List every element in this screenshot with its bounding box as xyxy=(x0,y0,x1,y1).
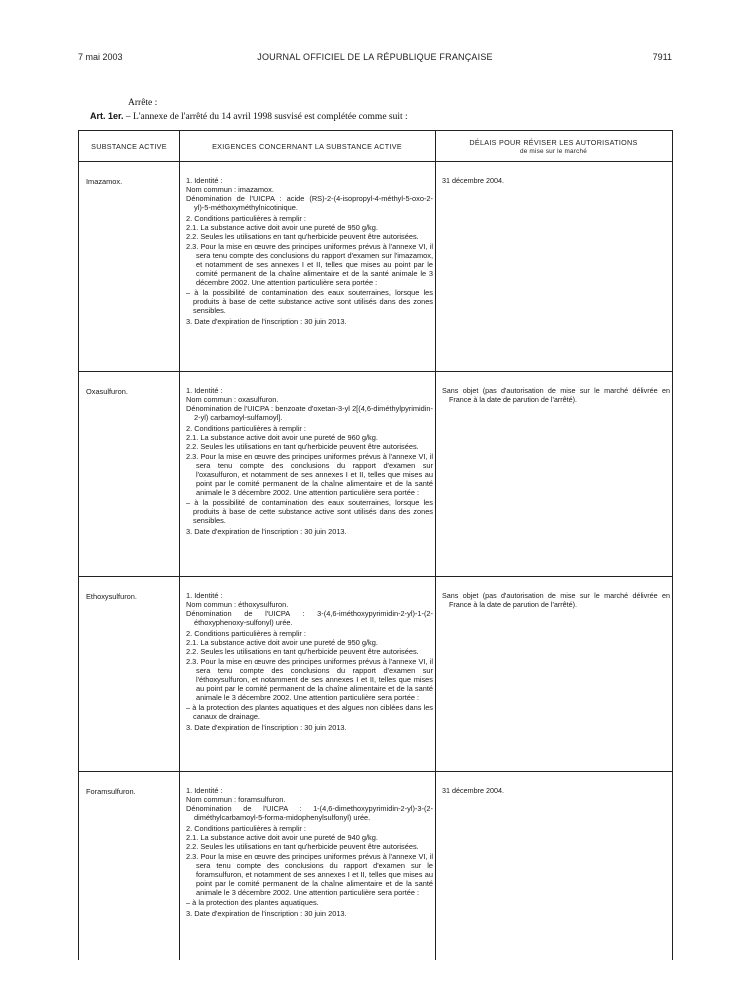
attention-point: – à la possibilité de contamination des eaux souterraines, lorsque les produits à base de cette substance active sont utilisés dans des zones sensibles. xyxy=(186,497,433,525)
revision-delay-text: Sans objet (pas d'autorisation de mise sur le marché délivrée en France à la date de parution de l'arrêté). xyxy=(442,591,670,609)
revision-delay-text: Sans objet (pas d'autorisation de mise sur le marché délivrée en France à la date de parution de l'arrêté). xyxy=(442,386,670,404)
condition-2-2: 2.2. Seules les utilisations en tant qu'herbicide peuvent être autorisées. xyxy=(186,232,419,242)
expiry-date: 3. Date d'expiration de l'inscription : 30 juin 2013. xyxy=(186,526,347,536)
row-divider xyxy=(79,771,672,772)
column-divider xyxy=(179,131,180,960)
article-line xyxy=(90,111,408,122)
substance-name: Imazamox. xyxy=(86,177,123,186)
running-header xyxy=(78,52,672,66)
revision-delay xyxy=(442,787,670,797)
column-header-substance-label: SUBSTANCE ACTIVE xyxy=(91,141,167,151)
page-number: 7911 xyxy=(652,52,672,62)
condition-2-3: 2.3. Pour la mise en œuvre des principes uniformes prévus à l'annexe VI, il sera tenu compte des conclusions du rapport d'examen sur l'oxasulfuron, et notamment de ses annexes I et II, telles que mises au point par le comité permanent de la chaîne alimentaire et de la santé animale le 3 décembre 2002. Une attention particulière sera portée : xyxy=(186,452,433,497)
iupac-name: Dénomination de l'UICPA : 1-(4,6-dimethoxypyrimidin-2-yl)-3-(2-diméthylcarbamoyl-5-forma-midophenylsulfonyl) urée. xyxy=(186,803,433,822)
expiry-date: 3. Date d'expiration de l'inscription : 30 juin 2013. xyxy=(186,316,347,326)
identity-heading: 1. Identité : xyxy=(186,386,223,395)
journal-title: JOURNAL OFFICIEL DE LA RÉPUBLIQUE FRANÇAISE xyxy=(257,52,493,62)
column-divider xyxy=(435,131,436,960)
condition-2-1: 2.1. La substance active doit avoir une pureté de 960 g/kg. xyxy=(186,432,378,442)
column-header-substance xyxy=(79,131,179,161)
row-divider xyxy=(79,161,672,162)
expiry-date: 3. Date d'expiration de l'inscription : 30 juin 2013. xyxy=(186,908,347,918)
conditions-heading: 2. Conditions particulières à remplir : xyxy=(186,213,306,223)
conditions-heading: 2. Conditions particulières à remplir : xyxy=(186,823,306,833)
revision-delay xyxy=(442,177,670,187)
requirements-cell xyxy=(186,787,433,919)
identity-heading: 1. Identité : xyxy=(186,176,223,185)
iupac-name: Dénomination de l'UICPA : 3-(4,6-iméthoxypyrimidin-2-yl)-1-(2-éthoxyphenoxy-sulfonyl) urée. xyxy=(186,608,433,627)
condition-2-2: 2.2. Seules les utilisations en tant qu'herbicide peuvent être autorisées. xyxy=(186,842,419,852)
article-label: Art. 1er. xyxy=(90,111,124,121)
column-header-requirements xyxy=(179,131,435,161)
column-header-requirements-label: EXIGENCES CONCERNANT LA SUBSTANCE ACTIVE xyxy=(212,141,402,151)
common-name: Nom commun : éthoxysulfuron. xyxy=(186,599,289,609)
attention-point: – à la protection des plantes aquatiques. xyxy=(186,897,319,907)
attention-point: – à la protection des plantes aquatiques et des algues non ciblées dans les canaux de drainage. xyxy=(186,702,433,721)
row-divider xyxy=(79,576,672,577)
identity-heading: 1. Identité : xyxy=(186,591,223,600)
condition-2-3: 2.3. Pour la mise en œuvre des principes uniformes prévus à l'annexe VI, il sera tenu compte des conclusions du rapport d'examen sur l'imazamox, et notamment de ses annexes I et II, telles que mises au point par le comité permanent de la chaîne alimentaire et de la santé animale le 3 décembre 2002. Une attention particulière sera portée : xyxy=(186,242,433,287)
condition-2-2: 2.2. Seules les utilisations en tant qu'herbicide peuvent être autorisées. xyxy=(186,442,419,452)
arrete-line: Arrête : xyxy=(128,98,158,108)
requirements-cell xyxy=(186,592,433,733)
condition-2-2: 2.2. Seules les utilisations en tant qu'herbicide peuvent être autorisées. xyxy=(186,647,419,657)
iupac-name: Dénomination de l'UICPA : acide (RS)-2-(4-isopropyl-4-méthyl-5-oxo-2-yl)-5-méthoxyméthylnicotinique. xyxy=(186,193,433,212)
identity-heading: 1. Identité : xyxy=(186,786,223,795)
substance-name: Oxasulfuron. xyxy=(86,387,128,396)
condition-2-3: 2.3. Pour la mise en œuvre des principes uniformes prévus à l'annexe VI, il sera tenu compte des conclusions du rapport d'examen sur l'éthoxysulfuron, et notamment de ses annexes I et II, telles que mises au point par le comité permanent de la chaîne alimentaire et de la santé animale le 3 décembre 2002. Une attention particulière sera portée : xyxy=(186,657,433,702)
expiry-date: 3. Date d'expiration de l'inscription : 30 juin 2013. xyxy=(186,722,347,732)
column-header-delays xyxy=(435,131,672,161)
substance-name: Ethoxysulfuron. xyxy=(86,592,137,601)
revision-delay xyxy=(442,592,670,611)
requirements-cell xyxy=(186,177,433,327)
common-name: Nom commun : foramsulfuron. xyxy=(186,794,286,804)
issue-date: 7 mai 2003 xyxy=(78,52,123,62)
substance-name: Foramsulfuron. xyxy=(86,787,136,796)
revision-delay xyxy=(442,387,670,406)
column-header-delays-sublabel: de mise sur le marché xyxy=(519,147,588,155)
condition-2-1: 2.1. La substance active doit avoir une pureté de 950 g/kg. xyxy=(186,637,378,647)
attention-point: – à la possibilité de contamination des eaux souterraines, lorsque les produits à base de cette substance active sont utilisés dans des zones sensibles. xyxy=(186,287,433,315)
conditions-heading: 2. Conditions particulières à remplir : xyxy=(186,423,306,433)
common-name: Nom commun : imazamox. xyxy=(186,184,274,194)
revision-delay-text: 31 décembre 2004. xyxy=(442,176,504,185)
column-header-delays-label: DÉLAIS POUR RÉVISER LES AUTORISATIONS xyxy=(469,137,638,147)
row-divider xyxy=(79,371,672,372)
article-text: – L'annexe de l'arrêté du 14 avril 1998 susvisé est complétée comme suit : xyxy=(125,112,408,122)
substances-table xyxy=(78,130,673,960)
iupac-name: Dénomination de l'UICPA : benzoate d'oxetan-3-yl 2[(4,6-diméthylpyrimidin-2-yl) carbamoyl-sulfamoyl]. xyxy=(186,403,433,422)
common-name: Nom commun : oxasulfuron. xyxy=(186,394,279,404)
requirements-cell xyxy=(186,387,433,537)
conditions-heading: 2. Conditions particulières à remplir : xyxy=(186,628,306,638)
condition-2-1: 2.1. La substance active doit avoir une pureté de 940 g/kg. xyxy=(186,832,378,842)
revision-delay-text: 31 décembre 2004. xyxy=(442,786,504,795)
condition-2-1: 2.1. La substance active doit avoir une pureté de 950 g/kg. xyxy=(186,222,378,232)
condition-2-3: 2.3. Pour la mise en œuvre des principes uniformes prévus à l'annexe VI, il sera tenu compte des conclusions du rapport d'examen sur le foramsulfuron, et notamment de ses annexes I et II, telles que mises au point par le comité permanent de la chaîne alimentaire et de la santé animale le 3 décembre 2002. Une attention particulière sera portée : xyxy=(186,852,433,897)
